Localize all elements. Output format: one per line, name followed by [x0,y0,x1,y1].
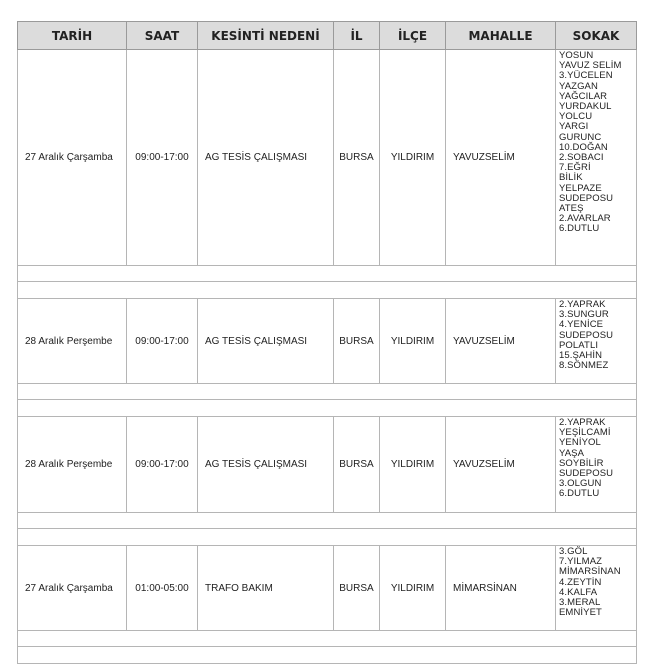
street-item: YURDAKUL [559,101,612,113]
street-item: YOSUN [559,50,594,61]
cell-streets [556,417,637,513]
street-item: 10.DOĞAN [559,141,608,153]
cell-district: YILDIRIM [380,417,446,513]
cell-reason: TRAFO BAKIM [198,546,334,631]
street-item: 3.SUNGUR [559,309,609,321]
cell-district: YILDIRIM [380,50,446,266]
street-item: MİMARSİNAN [559,566,621,578]
street-item: YAZGAN [559,80,598,92]
street-item: SUDEPOSU [559,192,614,204]
cell-streets [556,299,637,384]
street-item: BİLİK [559,172,583,184]
table-row [18,50,637,266]
street-item: SUDEPOSU [559,329,614,341]
street-item: 4.KALFA [559,586,598,598]
cell-province: BURSA [334,50,380,266]
header-province: İL [334,22,380,50]
street-item: YAĞCILAR [559,90,608,102]
cell-time: 01:00-05:00 [127,546,198,631]
street-item: 4.ZEYTİN [559,576,602,588]
street-item: 4.YENİCE [559,319,604,331]
header-reason: KESİNTİ NEDENİ [198,22,334,50]
cell-streets [556,546,637,631]
cell-district: YILDIRIM [380,546,446,631]
street-item: YARGI [559,121,589,133]
cell-neighborhood: YAVUZSELİM [446,299,556,384]
row-separator [18,266,637,299]
cell-time: 09:00-17:00 [127,299,198,384]
header-neighborhood: MAHALLE [446,22,556,50]
street-item: YEŞİLCAMİ [559,427,611,439]
street-item: 15.ŞAHİN [559,350,603,362]
street-item: 2.YAPRAK [559,417,606,428]
street-item: ATEŞ [559,203,584,215]
cell-time: 09:00-17:00 [127,50,198,266]
header-street: SOKAK [556,22,637,50]
street-item: 8.SÖNMEZ [559,360,609,372]
street-item: SOYBİLİR [559,457,604,469]
cell-reason: AG TESİS ÇALIŞMASI [198,50,334,266]
header-time: SAAT [127,22,198,50]
street-item: 7.YILMAZ [559,556,603,568]
street-item: 2.SOBACI [559,152,604,164]
header-district: İLÇE [380,22,446,50]
street-item: YOLCU [559,111,593,123]
cell-date: 28 Aralık Perşembe [18,417,127,513]
street-item: YENİYOL [559,437,601,449]
cell-reason: AG TESİS ÇALIŞMASI [198,299,334,384]
row-separator [18,384,637,417]
cell-date: 28 Aralık Perşembe [18,299,127,384]
street-item: 7.EĞRİ [559,162,591,174]
table-row [18,546,637,631]
header-row [18,22,637,50]
street-item: 2.AVARLAR [559,213,611,225]
street-item: 3.YÜCELEN [559,70,613,82]
street-item: YAŞA [559,447,585,459]
cell-district: YILDIRIM [380,299,446,384]
cell-date: 27 Aralık Çarşamba [18,546,127,631]
cell-neighborhood: YAVUZSELİM [446,417,556,513]
table-row [18,417,637,513]
street-item: GURUNC [559,131,602,143]
street-item: 3.GÖL [559,546,588,557]
cell-time: 09:00-17:00 [127,417,198,513]
outage-table [17,21,637,664]
street-item: POLATLI [559,339,599,351]
cell-province: BURSA [334,299,380,384]
street-item: YAVUZ SELİM [559,60,622,72]
street-item: YELPAZE [559,182,602,194]
row-separator [18,513,637,546]
cell-date: 27 Aralık Çarşamba [18,50,127,266]
cell-streets [556,50,637,266]
table-row [18,299,637,384]
street-item: SUDEPOSU [559,468,614,480]
street-item: EMNİYET [559,607,602,619]
cell-province: BURSA [334,417,380,513]
row-separator [18,631,637,664]
street-item: 6.DUTLU [559,223,600,235]
cell-neighborhood: YAVUZSELİM [446,50,556,266]
cell-province: BURSA [334,546,380,631]
street-item: 3.OLGUN [559,478,602,490]
street-item: 3.MERAL [559,597,601,609]
street-item: 2.YAPRAK [559,299,606,310]
header-date: TARİH [18,22,127,50]
cell-neighborhood: MİMARSİNAN [446,546,556,631]
cell-reason: AG TESİS ÇALIŞMASI [198,417,334,513]
street-item: 6.DUTLU [559,488,600,500]
